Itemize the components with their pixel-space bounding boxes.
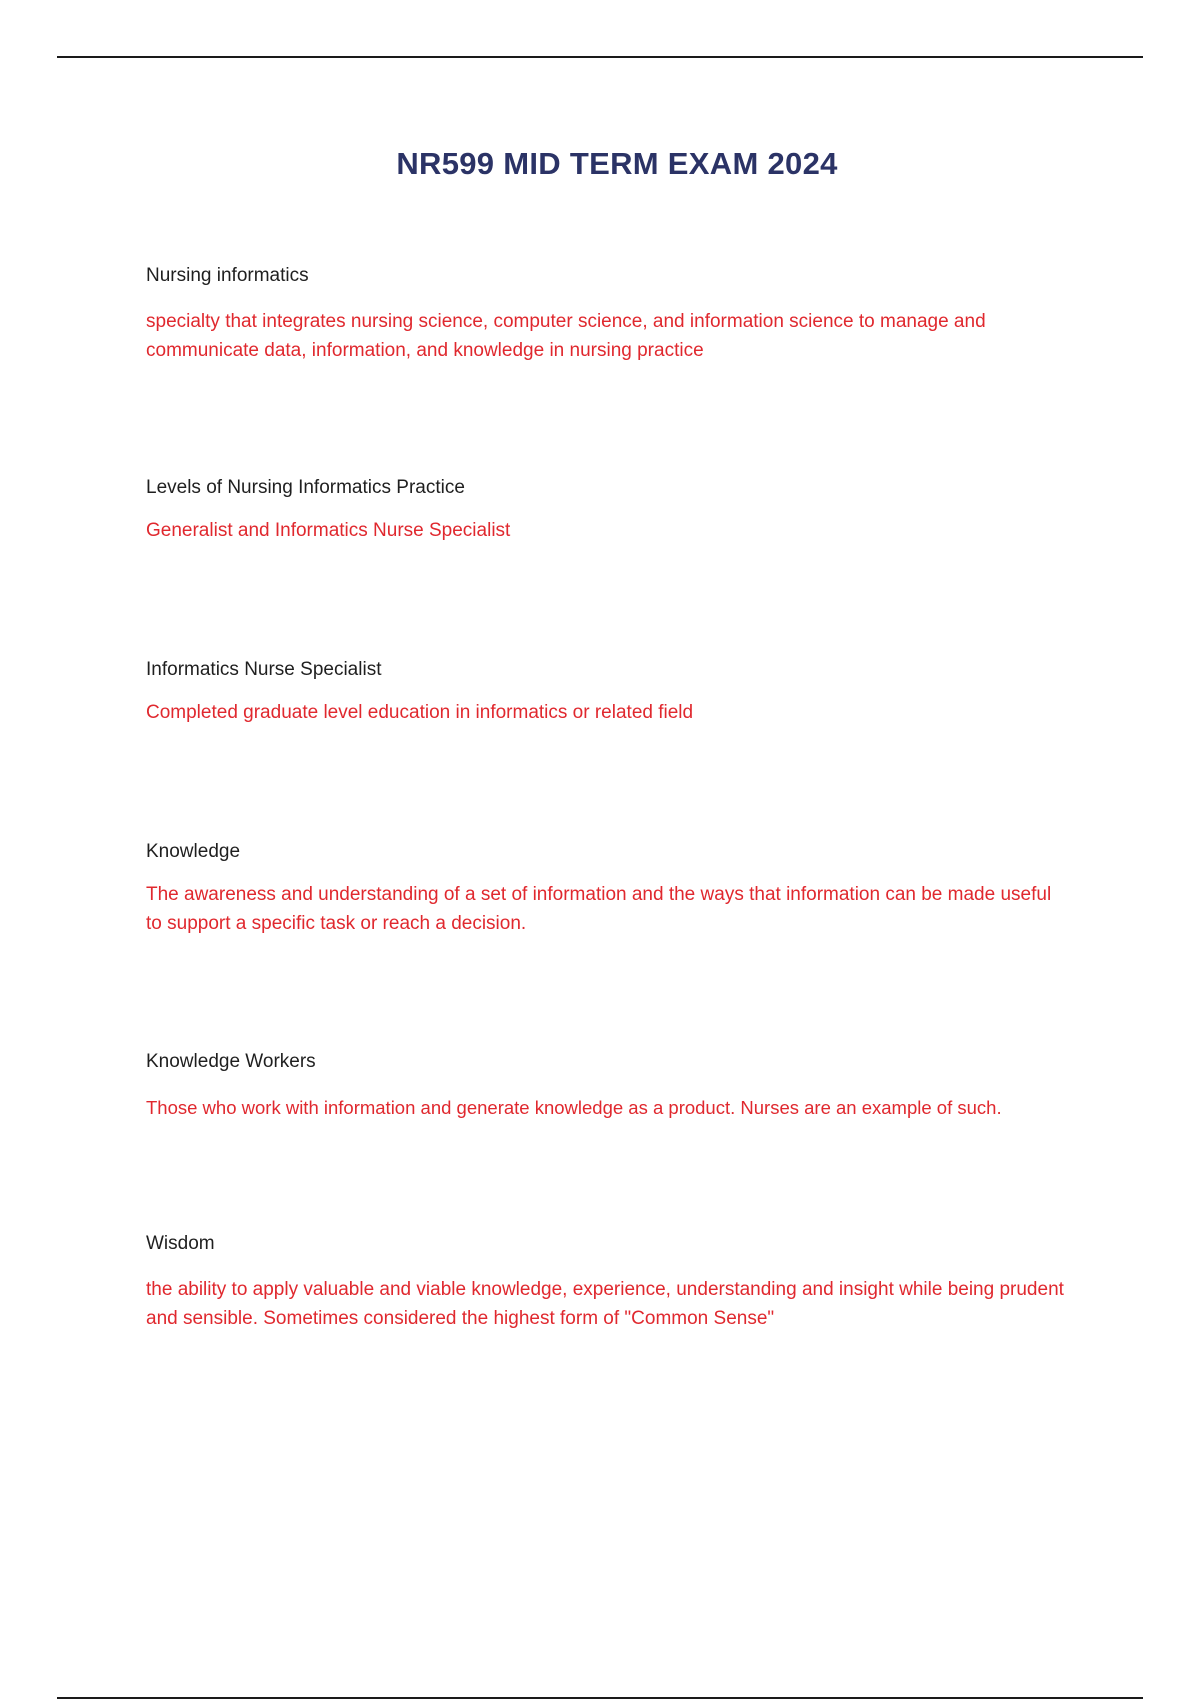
footer-rule bbox=[57, 1697, 1143, 1699]
term-label: Nursing informatics bbox=[146, 265, 309, 286]
term-block bbox=[146, 658, 1106, 727]
term-label: Levels of Nursing Informatics Practice bbox=[146, 477, 465, 498]
term-block bbox=[146, 264, 1106, 365]
term-label: Knowledge Workers bbox=[146, 1051, 316, 1072]
term-block bbox=[146, 1050, 1106, 1122]
term-definition: the ability to apply valuable and viable knowledge, experience, understanding and insight while being prudent and sensible. Sometimes considered the highest form of "Common Sense" bbox=[146, 1279, 1064, 1329]
term-definition: Those who work with information and generate knowledge as a product. Nurses are an example of such. bbox=[146, 1097, 1002, 1118]
term-label: Knowledge bbox=[146, 841, 241, 862]
page-title: NR599 MID TERM EXAM 2024 bbox=[396, 146, 838, 181]
term-label: Wisdom bbox=[146, 1233, 215, 1254]
term-block bbox=[146, 476, 1106, 545]
term-block bbox=[146, 1232, 1106, 1333]
term-definition: The awareness and understanding of a set of information and the ways that information can be made useful to support a specific task or reach a decision. bbox=[146, 884, 1052, 934]
term-label: Informatics Nurse Specialist bbox=[146, 659, 382, 680]
term-definition: Completed graduate level education in informatics or related field bbox=[146, 702, 694, 723]
term-definition: Generalist and Informatics Nurse Specialist bbox=[146, 520, 511, 541]
header-rule bbox=[57, 56, 1143, 58]
term-definition: specialty that integrates nursing science, computer science, and information science to manage and communicate data, information, and knowledge in nursing practice bbox=[146, 311, 986, 361]
term-block bbox=[146, 840, 1106, 938]
